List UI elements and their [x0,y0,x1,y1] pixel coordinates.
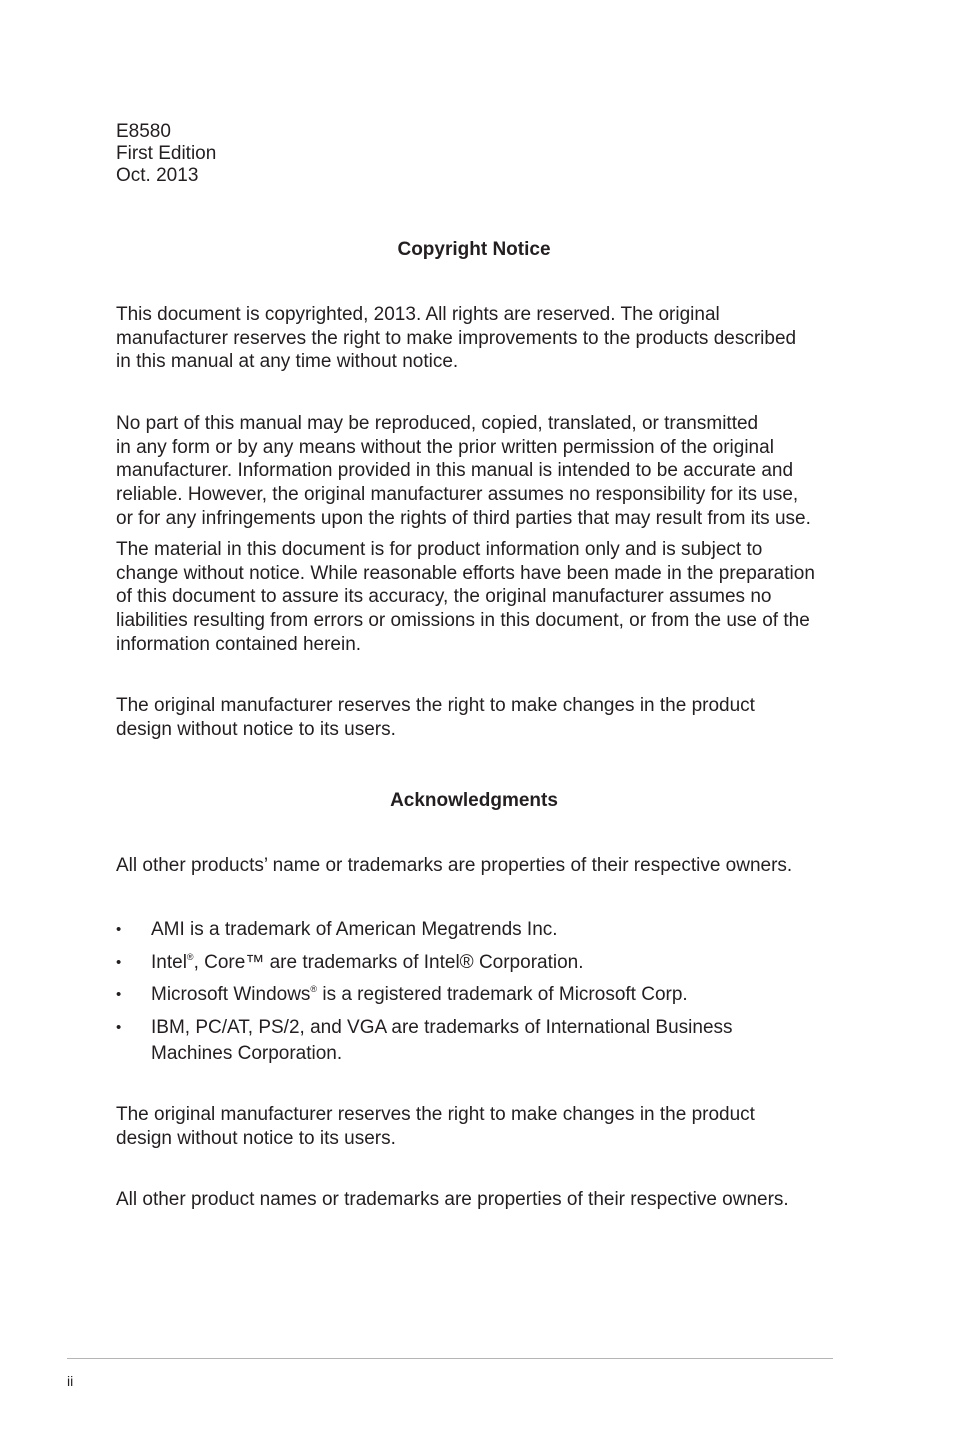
edition-block [116,121,216,187]
bullet-icon: • [116,1018,122,1036]
bullet-icon: • [116,921,122,938]
bullet-icon: • [116,953,122,971]
model-number: E8580 [116,121,171,142]
acknowledgments-heading: Acknowledgments [390,790,558,811]
list-item: • Microsoft Windows® is a registered trademark of Microsoft Corp. [116,984,688,1005]
registered-mark: ® [186,951,194,962]
edition-label: First Edition [116,143,217,164]
copyright-paragraph-1: This document is copyrighted, 2013. All rights are reserved. The original manufacturer reserves the right to make improvements to the products described in this manual at any time without notice. [116,304,797,373]
copyright-heading: Copyright Notice [397,239,551,260]
copyright-paragraph-4: The original manufacturer reserves the right to make changes in the product design without notice to its users. [116,695,755,740]
registered-mark: ® [310,984,318,994]
acknowledgments-paragraph-5: The original manufacturer reserves the right to make changes in the product design without notice to its users. [116,1104,755,1149]
list-item: • IBM, PC/AT, PS/2, and VGA are trademarks of International Business Machines Corporation. [116,1016,733,1064]
page-number: ii [67,1373,74,1389]
copyright-paragraph-3: The material in this document is for product information only and is subject to change without notice. While reasonable efforts have been made in the preparation of this document to assure its accuracy, the original manufacturer assumes no liabilities resulting from errors or omissions in this document, or from the use of the information contained herein. [116,539,815,655]
bullet-icon: • [116,986,122,1003]
copyright-paragraph-2: No part of this manual may be reproduced, copied, translated, or transmitted in any form or by any means without the prior written permission of the original manufacturer. Information provided in this manual is intended to be accurate and reliable. However, the original manufacturer assumes no responsibility for its use, or for any infringements upon the rights of third parties that may result from its use. [116,413,811,529]
edition-date: Oct. 2013 [116,165,199,186]
trademark-list [116,918,841,1074]
list-item: • Intel®, Core™ are trademarks of Intel® Corporation. [116,951,584,973]
acknowledgments-paragraph-6: All other product names or trademarks are properties of their respective owners. [116,1189,789,1210]
acknowledgments-intro: All other products’ name or trademarks are properties of their respective owners. [116,855,793,876]
footer-divider [67,1358,833,1359]
list-item: • AMI is a trademark of American Megatrends Inc. [116,919,558,940]
